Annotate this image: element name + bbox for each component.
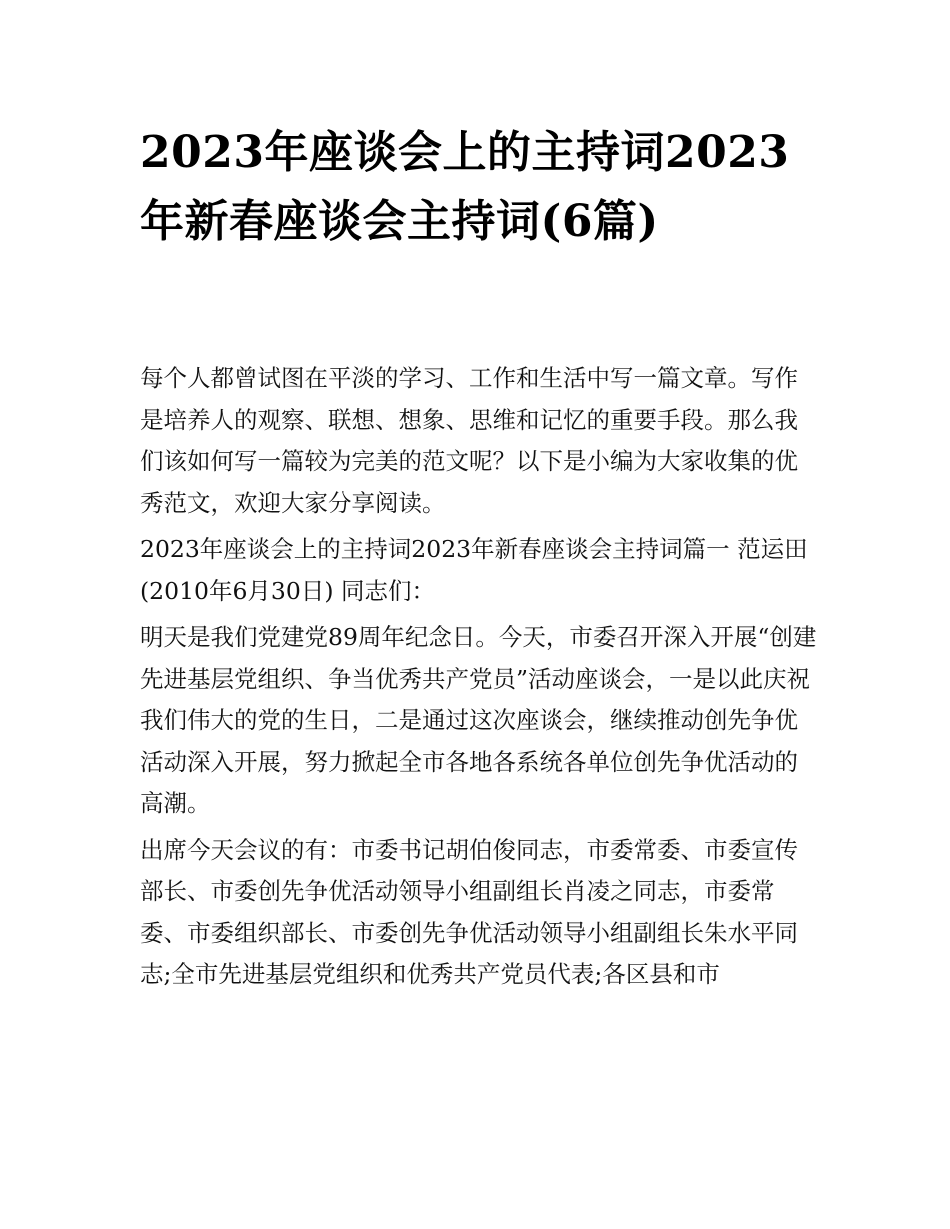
paragraph-heading-line: 2023年座谈会上的主持词2023年新春座谈会主持词篇一 范运田 (2010年6月30日) 同志们： — [140, 535, 808, 605]
paragraph-intro: 每个人都曾试图在平淡的学习、工作和生活中写一篇文章。写作是培养人的观察、联想、想象、思维和记忆的重要手段。那么我们该如何写一篇较为完美的范文呢？以下是小编为大家收集的优秀范文，欢迎大家分享阅读。 — [140, 364, 798, 517]
document-title: 2023年座谈会上的主持词2023年新春座谈会主持词(6篇) — [140, 127, 790, 247]
paragraph-attendees: 出席今天会议的有：市委书记胡伯俊同志，市委常委、市委宣传部长、市委创先争优活动领导小组副组长肖凌之同志，市委常委、市委组织部长、市委创先争优活动领导小组副组长朱水平同志;全市先进基层党组织和优秀共产党员代表;各区县和市 — [140, 835, 798, 988]
document-body — [140, 358, 820, 1001]
paragraph-anniversary: 明天是我们党建党89周年纪念日。今天，市委召开深入开展“创建先进基层党组织、争当优秀共产党员”活动座谈会，一是以此庆祝我们伟大的党的生日，二是通过这次座谈会，继续推动创先争优活动深入开展，努力掀起全市各地各系统各单位创先争优活动的高潮。 — [140, 623, 817, 817]
